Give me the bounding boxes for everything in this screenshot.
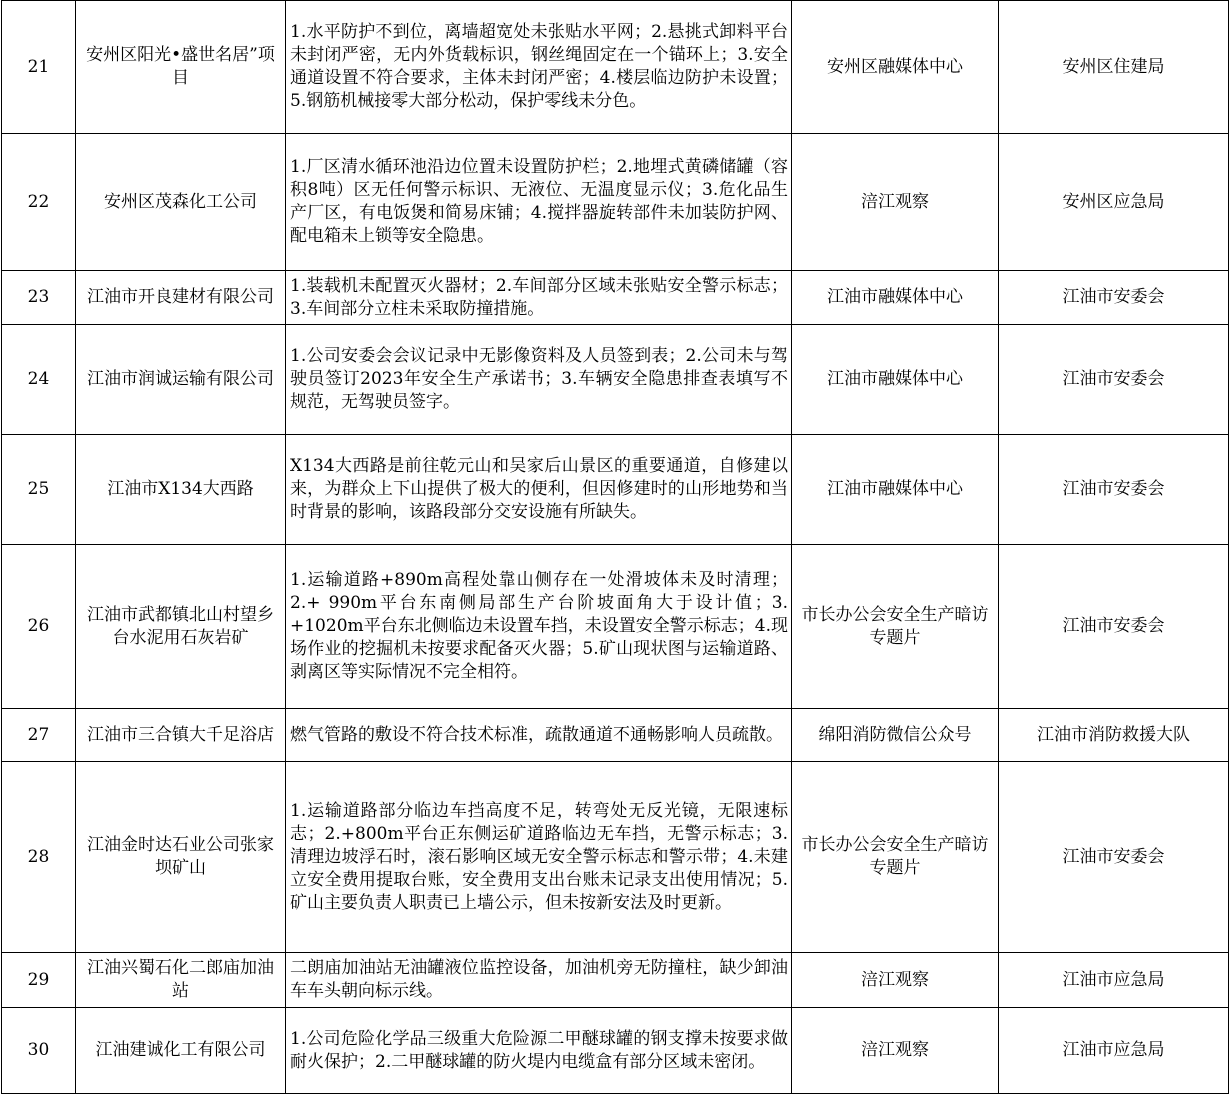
responsible-dept: 江油市安委会 xyxy=(999,325,1229,435)
issue-description: 1.厂区清水循环池沿边位置未设置防护栏；2.地埋式黄磷储罐（容积8吨）区无任何警示标识、无液位、无温度显示仪；3.危化品生产厂区，有电饭煲和简易床铺；4.搅拌器旋转部件未加装防护网、配电箱未上锁等安全隐患。 xyxy=(286,134,792,271)
row-number: 27 xyxy=(2,709,76,762)
responsible-dept: 江油市安委会 xyxy=(999,435,1229,545)
report-source: 绵阳消防微信公众号 xyxy=(792,709,999,762)
row-number: 30 xyxy=(2,1008,76,1094)
unit-name: 江油市润诚运输有限公司 xyxy=(76,325,286,435)
unit-name: 江油金时达石业公司张家坝矿山 xyxy=(76,762,286,953)
table-row xyxy=(2,271,1229,325)
row-number: 24 xyxy=(2,325,76,435)
row-number: 23 xyxy=(2,271,76,325)
row-number: 26 xyxy=(2,545,76,709)
row-number: 22 xyxy=(2,134,76,271)
report-source: 安州区融媒体中心 xyxy=(792,1,999,134)
unit-name: 安州区茂森化工公司 xyxy=(76,134,286,271)
row-number: 21 xyxy=(2,1,76,134)
table-row xyxy=(2,134,1229,271)
report-source: 涪江观察 xyxy=(792,1008,999,1094)
responsible-dept: 江油市应急局 xyxy=(999,953,1229,1008)
responsible-dept: 江油市安委会 xyxy=(999,271,1229,325)
row-number: 25 xyxy=(2,435,76,545)
issue-description: X134大西路是前往乾元山和吴家后山景区的重要通道，自修建以来，为群众上下山提供了极大的便利，但因修建时的山形地势和当时背景的影响，该路段部分交安设施有所缺失。 xyxy=(286,435,792,545)
issue-description: 1.运输道路部分临边车挡高度不足，转弯处无反光镜，无限速标志；2.+800m平台正东侧运矿道路临边无车挡，无警示标志；3.清理边坡浮石时，滚石影响区域无安全警示标志和警示带；4.未建立安全费用提取台账，安全费用支出台账未记录支出使用情况；5.矿山主要负责人职责已上墙公示，但未按新安法及时更新。 xyxy=(286,762,792,953)
responsible-dept: 江油市安委会 xyxy=(999,545,1229,709)
row-number: 29 xyxy=(2,953,76,1008)
report-source: 江油市融媒体中心 xyxy=(792,325,999,435)
table-row xyxy=(2,1,1229,134)
issue-description: 1.运输道路+890m高程处靠山侧存在一处滑坡体未及时清理；2.+ 990m平台东南侧局部生产台阶坡面角大于设计值；3. +1020m平台东北侧临边未设置车挡，未设置安全警示标志；4.现场作业的挖掘机未按要求配备灭火器；5.矿山现状图与运输道路、剥离区等实际情况不完全相符。 xyxy=(286,545,792,709)
unit-name: 江油市三合镇大千足浴店 xyxy=(76,709,286,762)
table-row xyxy=(2,545,1229,709)
table-row xyxy=(2,325,1229,435)
unit-name: 江油建诚化工有限公司 xyxy=(76,1008,286,1094)
unit-name: 安州区阳光•盛世名居”项目 xyxy=(76,1,286,134)
issue-description: 1.装载机未配置灭火器材；2.车间部分区域未张贴安全警示标志；3.车间部分立柱未采取防撞措施。 xyxy=(286,271,792,325)
report-source: 江油市融媒体中心 xyxy=(792,435,999,545)
responsible-dept: 江油市安委会 xyxy=(999,762,1229,953)
issue-description: 1.公司危险化学品三级重大危险源二甲醚球罐的钢支撑未按要求做耐火保护；2.二甲醚球罐的防火堤内电缆盒有部分区域未密闭。 xyxy=(286,1008,792,1094)
issue-description: 1.公司安委会会议记录中无影像资料及人员签到表；2.公司未与驾驶员签订2023年安全生产承诺书；3.车辆安全隐患排查表填写不规范，无驾驶员签字。 xyxy=(286,325,792,435)
unit-name: 江油市开良建材有限公司 xyxy=(76,271,286,325)
hazard-table xyxy=(1,0,1229,1094)
unit-name: 江油市武都镇北山村望乡台水泥用石灰岩矿 xyxy=(76,545,286,709)
table-row xyxy=(2,709,1229,762)
report-source: 市长办公会安全生产暗访专题片 xyxy=(792,545,999,709)
row-number: 28 xyxy=(2,762,76,953)
responsible-dept: 安州区住建局 xyxy=(999,1,1229,134)
table-body xyxy=(2,1,1229,1094)
responsible-dept: 江油市应急局 xyxy=(999,1008,1229,1094)
table-row xyxy=(2,1008,1229,1094)
issue-description: 燃气管路的敷设不符合技术标准，疏散通道不通畅影响人员疏散。 xyxy=(286,709,792,762)
issue-description: 1.水平防护不到位，离墙超宽处未张贴水平网；2.悬挑式卸料平台未封闭严密，无内外货载标识，钢丝绳固定在一个锚环上；3.安全通道设置不符合要求，主体未封闭严密；4.楼层临边防护未设置；5.钢筋机械接零大部分松动，保护零线未分色。 xyxy=(286,1,792,134)
table-row xyxy=(2,953,1229,1008)
report-source: 涪江观察 xyxy=(792,134,999,271)
responsible-dept: 江油市消防救援大队 xyxy=(999,709,1229,762)
report-source: 涪江观察 xyxy=(792,953,999,1008)
unit-name: 江油兴蜀石化二郎庙加油站 xyxy=(76,953,286,1008)
issue-description: 二朗庙加油站无油罐液位监控设备，加油机旁无防撞柱，缺少卸油车车头朝向标示线。 xyxy=(286,953,792,1008)
table-row xyxy=(2,435,1229,545)
table-row xyxy=(2,762,1229,953)
report-source: 市长办公会安全生产暗访专题片 xyxy=(792,762,999,953)
responsible-dept: 安州区应急局 xyxy=(999,134,1229,271)
unit-name: 江油市X134大西路 xyxy=(76,435,286,545)
report-source: 江油市融媒体中心 xyxy=(792,271,999,325)
